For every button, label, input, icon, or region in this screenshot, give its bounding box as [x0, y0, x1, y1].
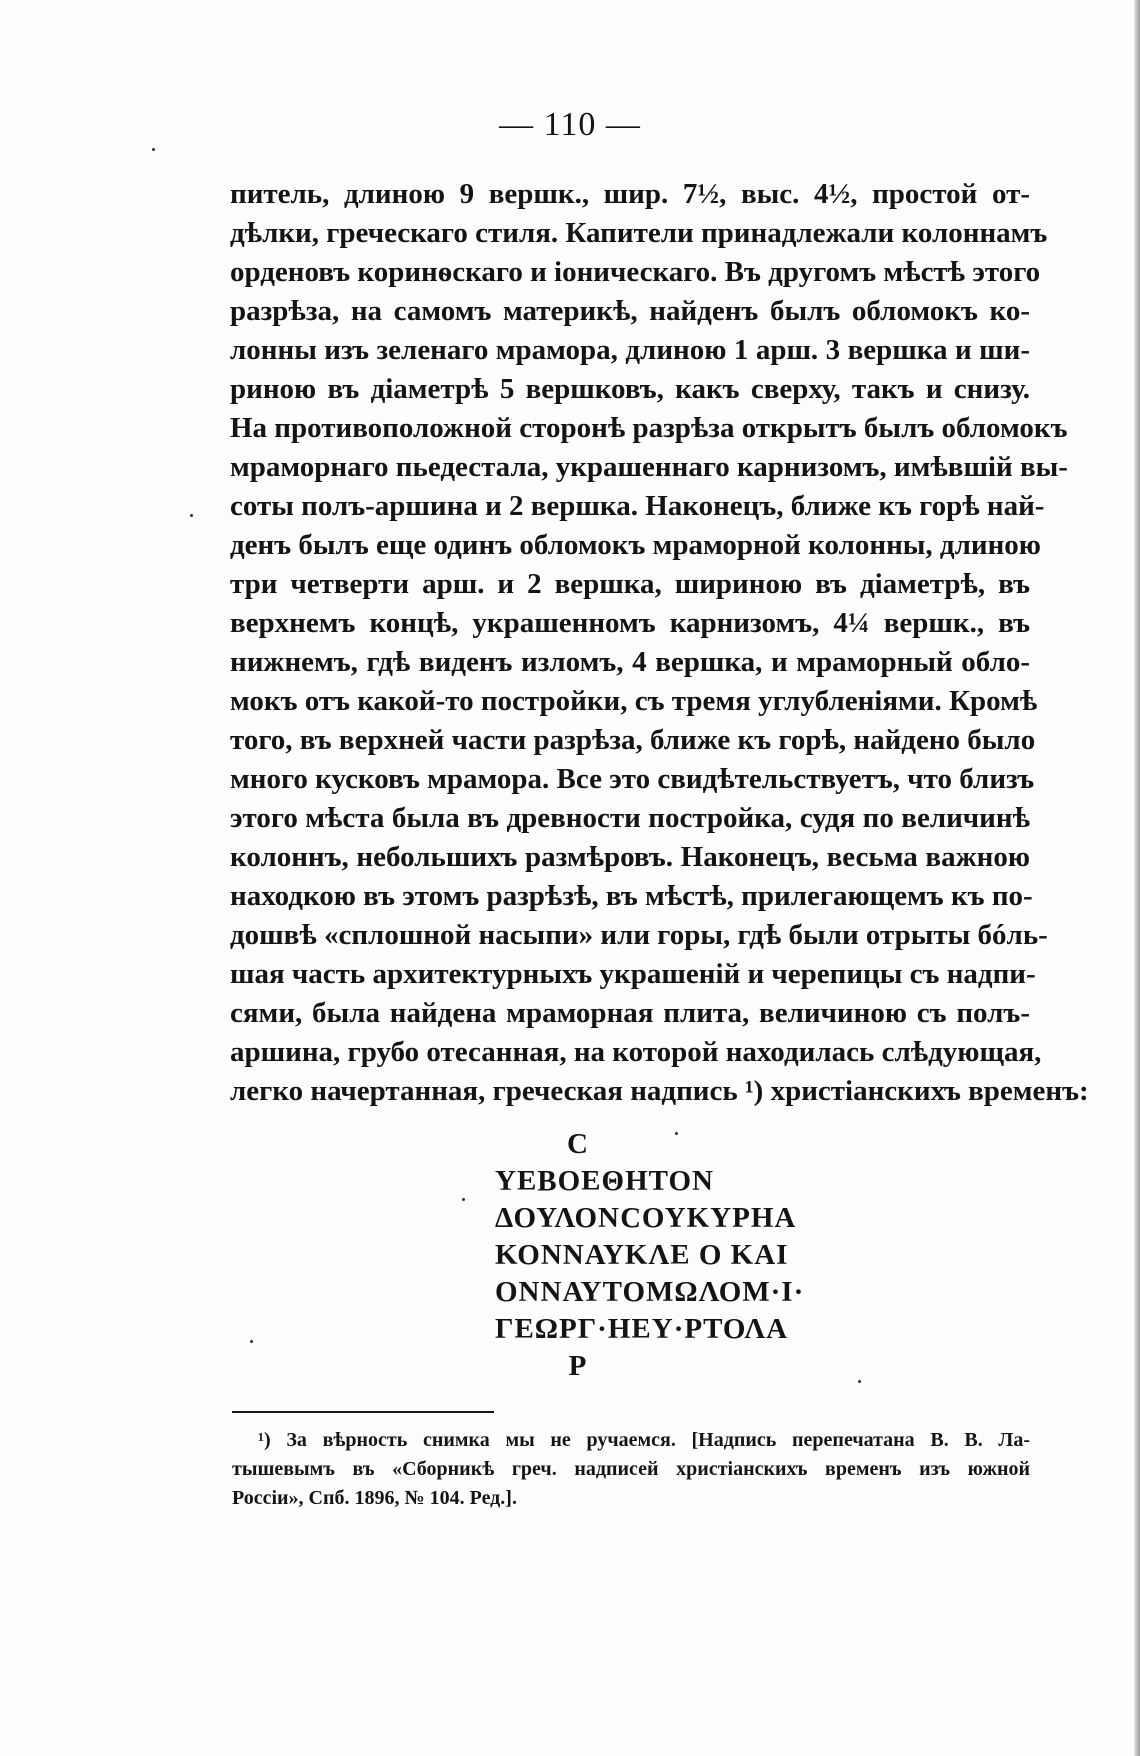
footnote-line: ¹) За вѣрность снимка мы не ручаемся. [Надпись перепечатана В. В. Ла-	[258, 1429, 1030, 1451]
text-line: верхнемъ концѣ, украшенномъ карнизомъ, 4¼ вершк., въ	[230, 607, 1030, 639]
scan-speck	[462, 1198, 465, 1201]
text-line: мраморнаго пьедестала, украшеннаго карнизомъ, имѣвшій вы-	[230, 451, 1068, 483]
body-text	[230, 175, 1089, 1111]
inscription-line: ΥΕΒΟΕΘΗΤΟΝ	[495, 1165, 714, 1197]
scan-speck	[858, 1380, 861, 1383]
inscription-bottom-letter: P	[568, 1350, 587, 1382]
text-line: находкою въ этомъ разрѣзѣ, въ мѣстѣ, прилегающемъ къ по-	[230, 880, 1033, 912]
text-line: три четверти арш. и 2 вершка, шириною въ діаметрѣ, въ	[230, 568, 1030, 600]
greek-inscription	[0, 1126, 1140, 1385]
text-line: того, въ верхней части разрѣза, ближе къ горѣ, найдено было	[230, 724, 1036, 756]
text-line: разрѣза, на самомъ материкѣ, найденъ былъ обломокъ ко-	[230, 295, 1030, 327]
text-line: денъ былъ еще одинъ обломокъ мраморной колонны, длиною	[230, 529, 1041, 561]
text-line: нижнемъ, гдѣ виденъ изломъ, 4 вершка, и мраморный обло-	[230, 646, 1030, 678]
scan-speck	[250, 1340, 253, 1343]
page-number: — 110 —	[499, 106, 641, 143]
scan-speck	[675, 1132, 678, 1135]
inscription-line: ΟΝΝΑΥΤΟΜΩΛΟΜ·Ι·	[495, 1276, 805, 1308]
text-line: аршина, грубо отесанная, на которой находилась слѣдующая,	[230, 1036, 1042, 1068]
scan-speck	[152, 148, 155, 151]
inscription-top-letter: C	[567, 1128, 588, 1160]
text-line: много кусковъ мрамора. Все это свидѣтельствуетъ, что близъ	[230, 763, 1035, 795]
text-line: На противоположной сторонѣ разрѣза открытъ былъ обломокъ	[230, 412, 1068, 444]
inscription-line: ΔΟΥΛΟΝϹΟΥΚΥΡΗΑ	[495, 1202, 797, 1234]
text-line: орденовъ коринѳскаго и іоническаго. Въ другомъ мѣстѣ этого	[230, 256, 1041, 288]
text-line: этого мѣста была въ древности постройка, судя по величинѣ	[230, 802, 1030, 834]
page-edge-shadow	[1134, 0, 1140, 1756]
text-line: колоннъ, небольшихъ размѣровъ. Наконецъ, весьма важною	[230, 841, 1030, 873]
text-line: питель, длиною 9 вершк., шир. 7½, выс. 4½, простой от-	[230, 178, 1030, 210]
text-line: мокъ отъ какой-то постройки, съ тремя углубленіями. Кромѣ	[230, 685, 1038, 717]
inscription-line: ΓΕΩΡΓ·ΗΕΥ·ΡΤΟΛΑ	[495, 1313, 789, 1345]
footnote-line: Россіи», Спб. 1896, № 104. Ред.].	[232, 1487, 517, 1509]
text-line: лонны изъ зеленаго мрамора, длиною 1 арш. 3 вершка и ши-	[230, 334, 1030, 366]
text-line: шая часть архитектурныхъ украшеній и черепицы съ надпи-	[230, 958, 1036, 990]
text-line: соты полъ-аршина и 2 вершка. Наконецъ, ближе къ горѣ най-	[230, 490, 1045, 522]
text-line: дѣлки, греческаго стиля. Капители принадлежали колоннамъ	[230, 217, 1048, 249]
text-line: сями, была найдена мраморная плита, величиною съ полъ-	[230, 997, 1030, 1029]
text-line: риною въ діаметрѣ 5 вершковъ, какъ сверху, такъ и снизу.	[230, 373, 1030, 405]
footnote	[232, 1426, 1030, 1513]
text-line: дошвѣ «сплошной насыпи» или горы, гдѣ были отрыты бóль-	[230, 919, 1048, 951]
footnote-line: тышевымъ въ «Сборникѣ греч. надписей христіанскихъ временъ изъ южной	[232, 1458, 1030, 1480]
footnote-divider	[232, 1411, 494, 1413]
scan-speck	[190, 514, 193, 517]
text-line: легко начертанная, греческая надпись ¹) христіанскихъ временъ:	[230, 1075, 1089, 1107]
inscription-line: ΚΟΝΝΑΥΚΛΕ Ο ΚΑΙ	[495, 1239, 789, 1271]
